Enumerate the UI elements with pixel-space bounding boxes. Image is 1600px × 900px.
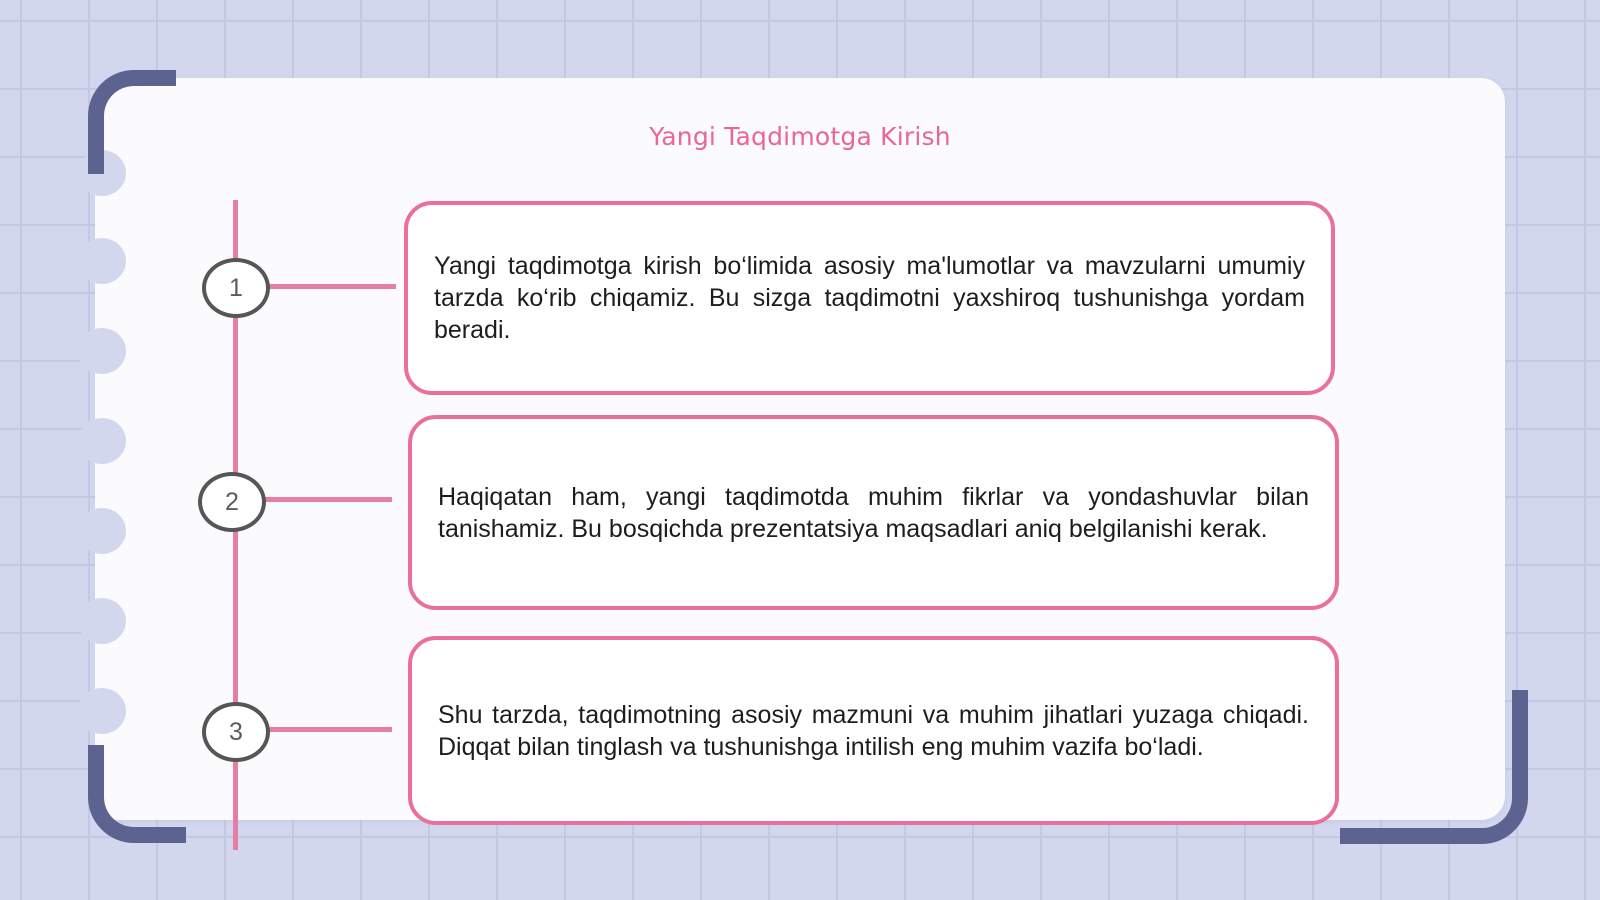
timeline-connector	[262, 284, 396, 289]
slide-title: Yangi Taqdimotga Kirish	[649, 122, 951, 151]
step-text: Shu tarzda, taqdimotning asosiy mazmuni va muhim jihatlari yuzaga chiqadi. Diqqat bilan tinglash va tushunishga intilish eng muhim vazifa bo‘ladi.	[438, 700, 1309, 761]
notebook-scallop	[78, 598, 126, 644]
step-number: 2	[225, 487, 239, 516]
corner-bracket-bottom-left	[88, 745, 186, 843]
step-text-box	[408, 636, 1339, 825]
step-number-circle	[202, 702, 270, 762]
corner-bracket-bottom-right	[1340, 690, 1528, 844]
step-number: 1	[229, 273, 243, 302]
step-number-circle	[202, 258, 270, 318]
timeline-connector	[262, 727, 392, 732]
notebook-scallop	[78, 418, 126, 464]
notebook-scallop	[78, 688, 126, 734]
notebook-scallop	[78, 508, 126, 554]
step-text: Haqiqatan ham, yangi taqdimotda muhim fikrlar va yondashuvlar bilan tanishamiz. Bu bosqichda prezentatsiya maqsadlari aniq belgilanishi kerak.	[438, 482, 1309, 543]
step-text: Yangi taqdimotga kirish bo‘limida asosiy ma'lumotlar va mavzularni umumiy tarzda ko‘rib chiqamiz. Bu sizga taqdimotni yaxshiroq tushunishga yordam beradi.	[434, 252, 1305, 344]
step-text-box	[404, 201, 1335, 395]
step-number: 3	[229, 717, 243, 746]
notebook-scallop	[78, 238, 126, 284]
notebook-scallop	[78, 328, 126, 374]
step-number-circle	[198, 472, 266, 532]
timeline-connector	[258, 497, 392, 502]
step-text-box	[408, 415, 1339, 610]
